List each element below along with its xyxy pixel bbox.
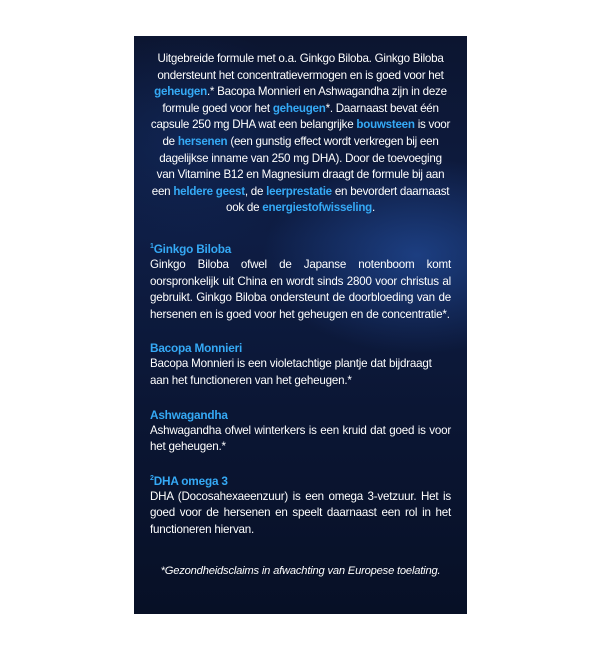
section-title: Ashwagandha [150,407,228,422]
product-info-panel [134,36,467,614]
section-title: Bacopa Monnieri [150,341,243,356]
section-ginkgo-biloba [150,241,451,323]
intro-text-2: .* Bacopa Monnieri en Ashwagandha zijn in deze formule goed voor het [162,85,447,115]
intro-highlight-heldere-geest: heldere geest [173,184,245,198]
intro-highlight-energiestofwisseling: energiestofwisseling [262,201,372,215]
footnote-marker: 2 [150,474,154,482]
section-text: DHA (Docosahexaeenzuur) is een omega 3-vetzuur. Het is goed voor de hersenen en speelt daarnaast een rol in het functioneren hiervan. [150,489,451,536]
section-title: DHA omega 3 [153,473,228,488]
intro-text-7: en bevordert daarnaast ook de [226,184,450,215]
intro-text-4: is voor de [162,118,451,148]
intro-highlight-geheugen: geheugen [154,85,207,99]
intro-highlight-hersenen: hersenen [177,134,228,148]
health-claims-footnote: *Gezondheidsclaims in afwachting van Europese toelating. [160,565,441,578]
section-text: Ginkgo Biloba ofwel de Japanse notenboom komt oorspronkelijk uit China en wordt sinds 2800 voor christus al gebruikt. Ginkgo Biloba ondersteunt de doorbloeding van de hersenen en is goed voor het geheugen en de concentratie*. [150,257,451,321]
section-dha-omega-3 [150,473,451,539]
section-bacopa-monnieri [150,340,451,389]
intro-text-1: Uitgebreide formule met o.a. Ginkgo Biloba. Ginkgo Biloba ondersteunt het concentratievermogen en is goed voor het [157,52,444,82]
intro-highlight-leerprestatie: leerprestatie [266,184,332,198]
section-text: Ashwagandha ofwel winterkers is een kruid dat goed is voor het geheugen.* [150,423,451,454]
section-heading [150,473,451,489]
section-title: Ginkgo Biloba [153,241,232,256]
section-ashwagandha [150,407,451,456]
section-heading [150,340,451,356]
footnote-marker: 1 [150,242,154,250]
section-heading [150,241,451,257]
intro-text-8: . [371,201,375,215]
intro-text-5: (een gunstig effect wordt verkregen bij een dagelijkse inname van 250 mg DHA). Door de toevoeging van Vitamine B12 en Magnesium draagt de formule bij aan een [151,134,445,198]
intro-highlight-bouwsteen: bouwsteen [356,118,415,132]
intro-highlight-geheugen-2: geheugen [272,101,326,115]
section-heading [150,407,451,423]
intro-paragraph [150,51,451,217]
intro-text-6: , de [244,184,267,198]
intro-text-3: *. Daarnaast bevat één capsule 250 mg DHA wat een belangrijke [150,101,439,132]
section-text: Bacopa Monnieri is een violetachtige plantje dat bijdraagt aan het functioneren van het geheugen.* [150,357,432,387]
